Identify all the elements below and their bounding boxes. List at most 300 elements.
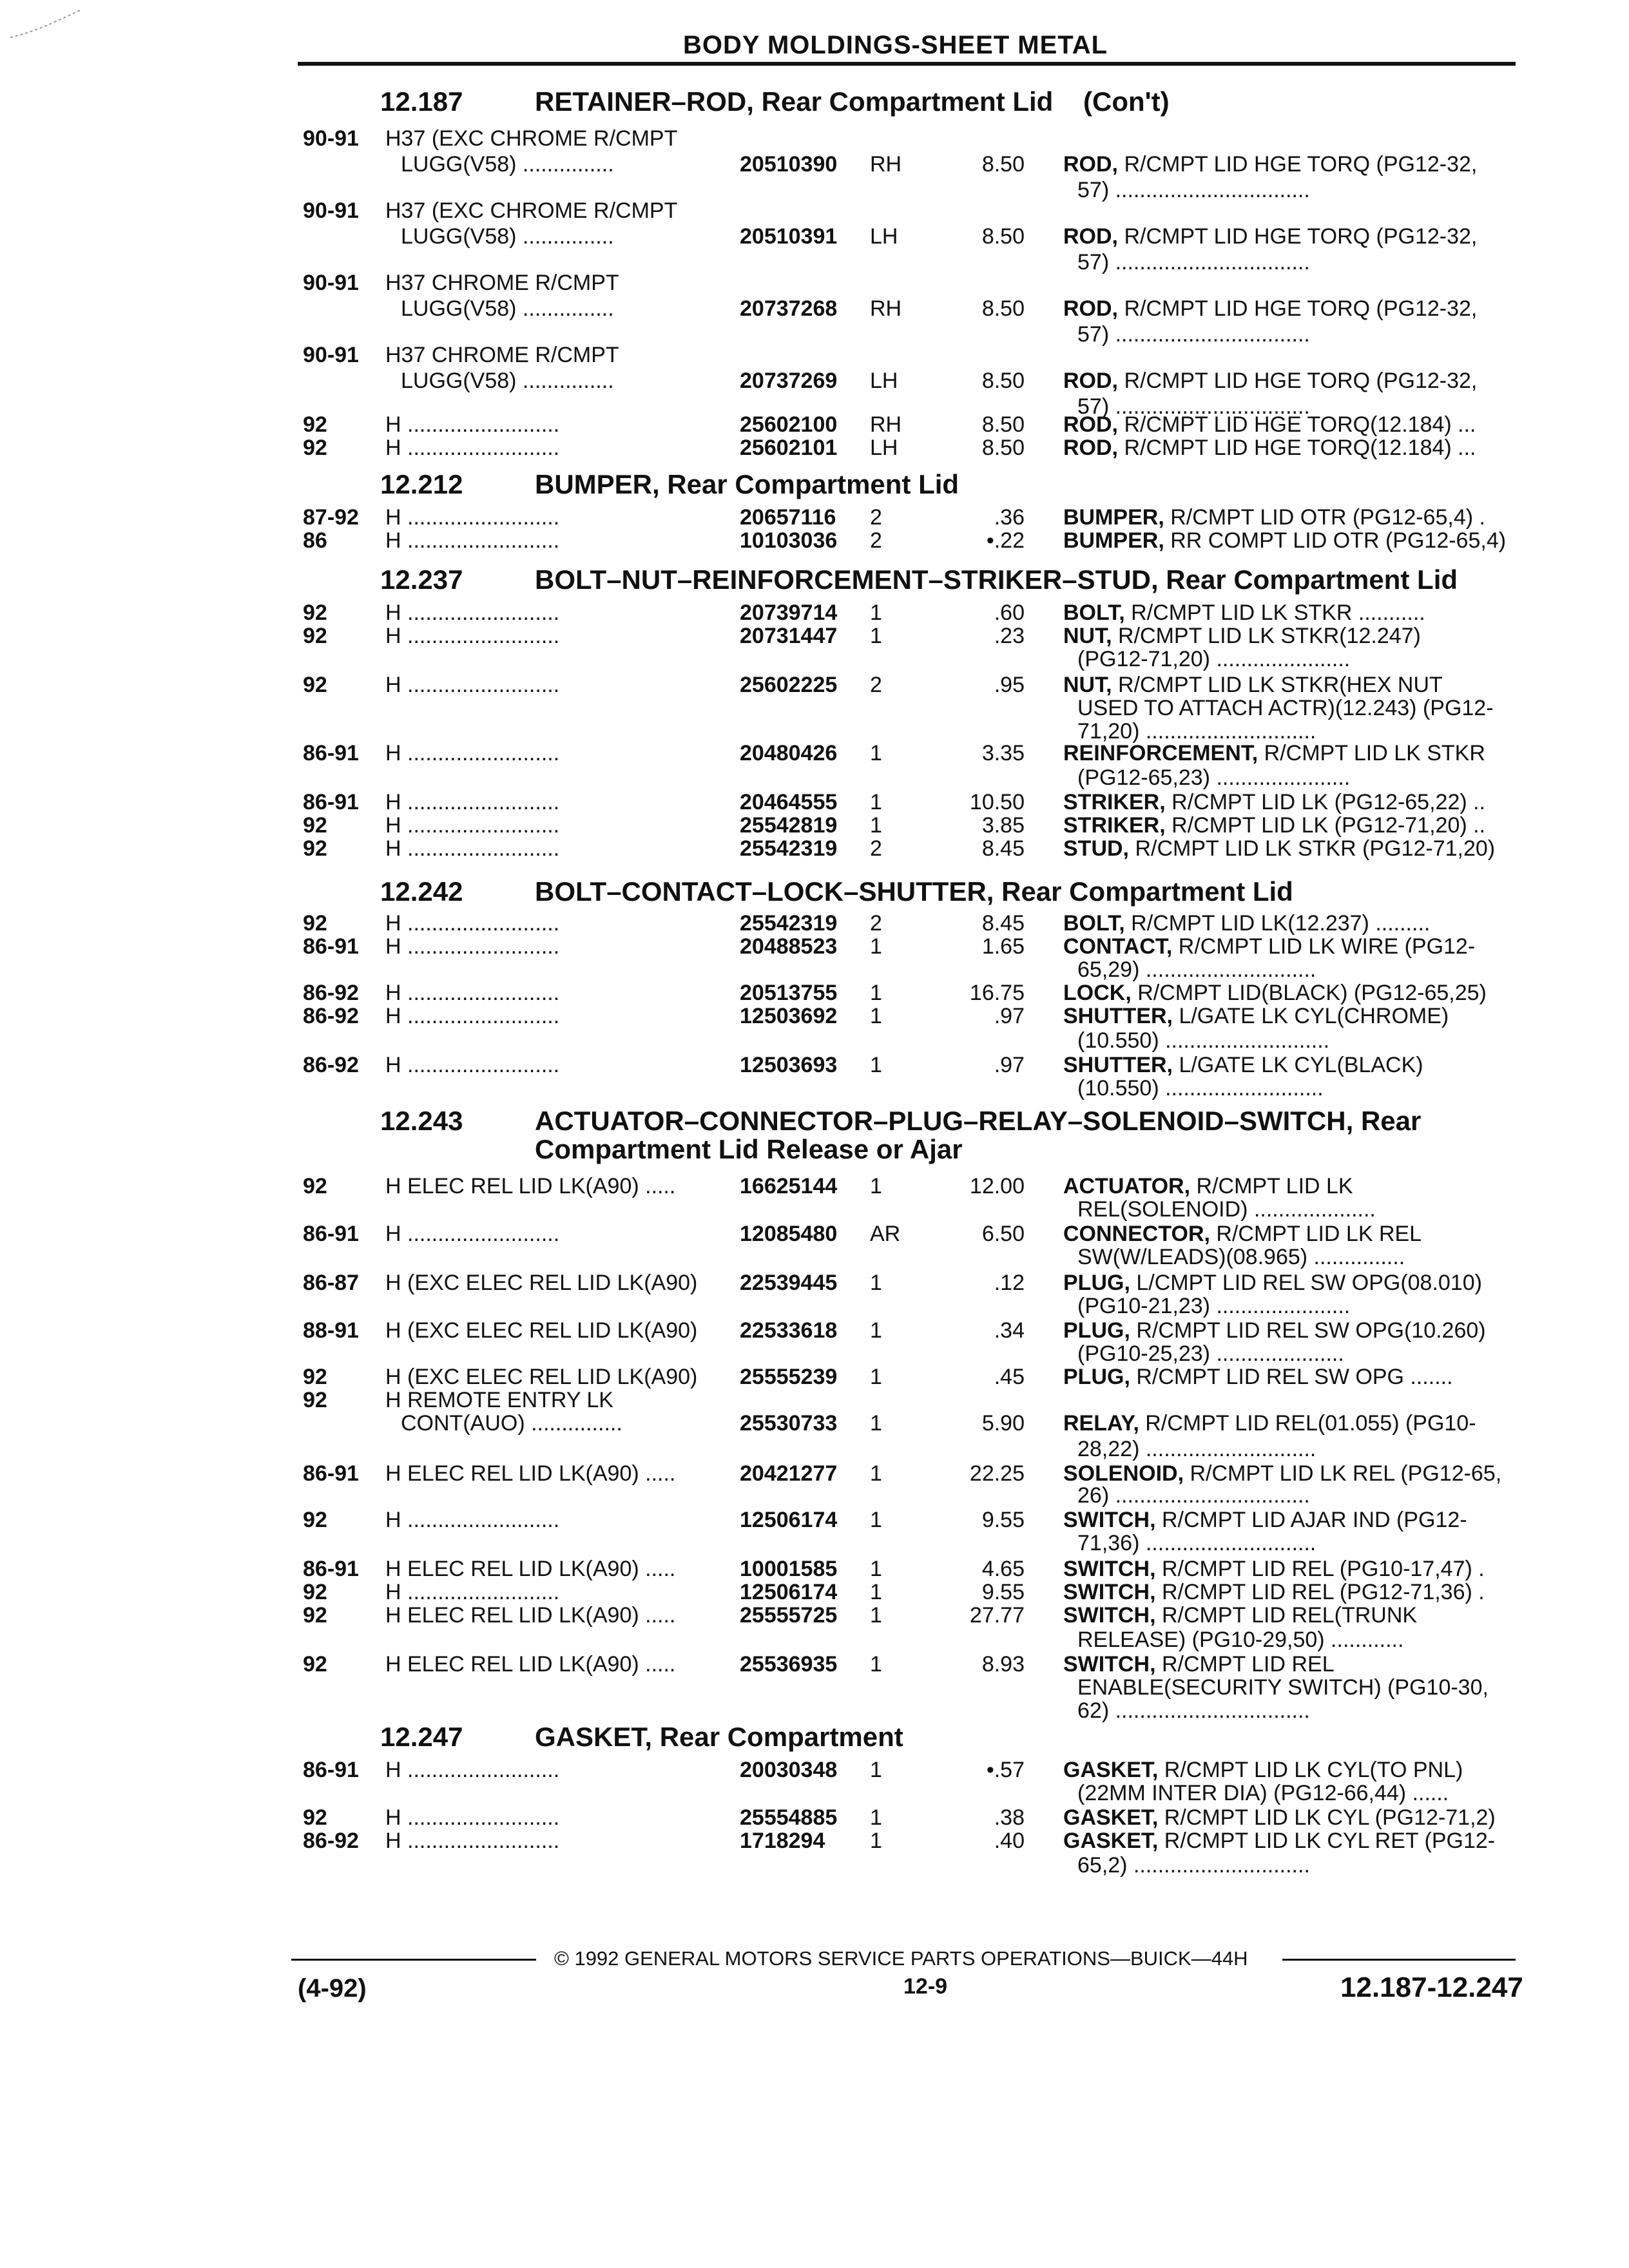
- footer-page-number: 12-9: [903, 1974, 948, 1999]
- usage-description: H (EXC ELEC REL LID LK(A90): [385, 1318, 698, 1343]
- part-description: [1063, 1652, 1335, 1677]
- part-description: [1063, 296, 1477, 322]
- quantity: 1: [870, 1652, 882, 1677]
- footer-copyright: © 1992 GENERAL MOTORS SERVICE PARTS OPERATIONS—BUICK—44H: [554, 1947, 1248, 1970]
- footer-date: (4-92): [298, 1974, 367, 2003]
- price: •.57: [986, 1758, 1025, 1782]
- usage-description: H .........................: [385, 1829, 560, 1853]
- table-row: [0, 296, 1629, 322]
- model-year: 86-91: [303, 1461, 359, 1486]
- model-year: 86-91: [303, 934, 359, 959]
- usage-description: H ELEC REL LID LK(A90) .....: [385, 1652, 676, 1677]
- part-description-continued: (PG10-21,23) ......................: [1077, 1294, 1351, 1318]
- quantity: 1: [870, 813, 882, 838]
- quantity: 1: [870, 601, 882, 625]
- price: 5.90: [981, 1411, 1025, 1436]
- usage-description: H .........................: [385, 601, 560, 625]
- part-detail: R/CMPT LID HGE TORQ(12.184) ...: [1118, 436, 1476, 460]
- section-12-212: 12.212 BUMPER, Rear Compartment Lid: [380, 469, 959, 499]
- usage-description: H ELEC REL LID LK(A90) .....: [385, 1603, 676, 1628]
- part-name: BUMPER,: [1063, 528, 1164, 553]
- part-description-continued: 71,36) ............................: [1077, 1531, 1316, 1555]
- part-name: GASKET,: [1063, 1805, 1159, 1830]
- part-description: [1063, 369, 1477, 394]
- part-name: REINFORCEMENT,: [1063, 741, 1258, 765]
- part-detail: R/CMPT LID LK STKR: [1258, 741, 1485, 765]
- part-detail: RR COMPT LID OTR (PG12-65,4): [1164, 528, 1507, 553]
- part-number: 25602225: [740, 673, 838, 697]
- model-year: 92: [303, 1652, 327, 1677]
- part-name: SWITCH,: [1063, 1580, 1156, 1604]
- part-description-continued: 57) ................................: [1077, 394, 1310, 419]
- price: .34: [994, 1318, 1025, 1343]
- part-description: [1063, 1318, 1486, 1343]
- model-year: 92: [303, 1174, 327, 1198]
- usage-description: H REMOTE ENTRY LK: [385, 1388, 613, 1412]
- part-description-continued: 26) ................................: [1077, 1483, 1310, 1508]
- part-description: [1063, 528, 1506, 553]
- part-detail: R/CMPT LID HGE TORQ (PG12-32,: [1118, 369, 1478, 393]
- table-row: [0, 1076, 1629, 1102]
- quantity: 1: [870, 790, 882, 814]
- part-detail: L/CMPT LID REL SW OPG(08.010): [1130, 1271, 1482, 1295]
- price: 16.75: [969, 981, 1025, 1005]
- quantity: RH: [870, 296, 902, 321]
- price: 9.55: [981, 1580, 1025, 1604]
- table-row: [0, 1698, 1629, 1724]
- quantity: 1: [870, 1004, 882, 1028]
- part-detail: R/CMPT LID HGE TORQ(12.184) ...: [1118, 412, 1476, 437]
- table-row: [0, 1388, 1629, 1414]
- part-number: 20464555: [740, 790, 838, 814]
- model-year: 86-91: [303, 1222, 359, 1246]
- part-detail: R/CMPT LID LK CYL RET (PG12-: [1158, 1829, 1496, 1853]
- usage-description: H .........................: [385, 1758, 560, 1782]
- part-description: [1063, 1053, 1423, 1078]
- model-year: 92: [303, 624, 327, 648]
- footer-rule-left: [291, 1959, 536, 1961]
- part-number: 1718294: [740, 1829, 825, 1853]
- table-row: [0, 224, 1629, 250]
- usage-description: H ELEC REL LID LK(A90) .....: [385, 1557, 676, 1581]
- part-number: 12503693: [740, 1053, 838, 1077]
- section-12-237: 12.237 BOLT–NUT–REINFORCEMENT–STRIKER–STUD, Rear Compartment Lid: [380, 564, 1458, 595]
- part-name: SOLENOID,: [1063, 1461, 1184, 1486]
- quantity: 2: [870, 673, 882, 697]
- table-row: [0, 957, 1629, 983]
- part-description-continued: (22MM INTER DIA) (PG12-66,44) ......: [1077, 1781, 1449, 1805]
- price: 27.77: [969, 1603, 1025, 1628]
- part-number: 25555239: [740, 1365, 838, 1389]
- table-row: [0, 1411, 1629, 1437]
- part-detail: R/CMPT LID LK(12.237) .........: [1124, 911, 1431, 936]
- usage-description: H .........................: [385, 436, 560, 460]
- quantity: 1: [870, 741, 882, 765]
- part-description: [1063, 1174, 1353, 1199]
- part-name: LOCK,: [1063, 981, 1132, 1005]
- quantity: 1: [870, 1758, 882, 1782]
- part-description-continued: 28,22) ............................: [1077, 1437, 1316, 1461]
- model-year: 90-91: [303, 126, 359, 151]
- price: 8.45: [981, 836, 1025, 861]
- usage-description: H .........................: [385, 1004, 560, 1028]
- part-number: 25555725: [740, 1603, 838, 1628]
- price: 10.50: [969, 790, 1025, 814]
- model-year: 88-91: [303, 1318, 359, 1343]
- table-row: [0, 198, 1629, 224]
- part-detail: R/CMPT LID LK STKR(HEX NUT: [1112, 673, 1443, 697]
- usage-description: H .........................: [385, 981, 560, 1005]
- part-number: 12085480: [740, 1222, 838, 1246]
- table-row: [0, 1531, 1629, 1557]
- price: •.22: [986, 528, 1025, 553]
- model-year: 86-92: [303, 1829, 359, 1853]
- model-year: 90-91: [303, 343, 359, 367]
- table-row: [0, 813, 1629, 839]
- price: 22.25: [969, 1461, 1025, 1486]
- usage-description: H .........................: [385, 624, 560, 648]
- price: 8.50: [981, 369, 1025, 393]
- part-detail: R/CMPT LID LK REL (PG12-65,: [1184, 1461, 1502, 1486]
- part-number: 25542819: [740, 813, 838, 838]
- part-number: 12506174: [740, 1508, 838, 1532]
- part-description: [1063, 224, 1477, 249]
- part-number: 20737268: [740, 296, 838, 321]
- part-number: 20480426: [740, 741, 838, 765]
- part-name: SWITCH,: [1063, 1652, 1156, 1677]
- part-description: [1063, 1829, 1495, 1854]
- table-row: [0, 1603, 1629, 1629]
- price: .97: [994, 1004, 1025, 1028]
- usage-description: H .........................: [385, 1805, 560, 1830]
- part-detail: R/CMPT LID LK CYL(TO PNL): [1158, 1758, 1463, 1782]
- price: 8.50: [981, 224, 1025, 249]
- part-name: ROD,: [1063, 296, 1118, 321]
- part-number: 20510390: [740, 152, 838, 177]
- table-row: [0, 1318, 1629, 1344]
- part-name: SWITCH,: [1063, 1603, 1156, 1628]
- price: 9.55: [981, 1508, 1025, 1532]
- section-12-187: 12.187 RETAINER–ROD, Rear Compartment Lid (Con't): [380, 86, 1170, 117]
- usage-description: H (EXC ELEC REL LID LK(A90): [385, 1365, 698, 1389]
- table-row: [0, 1341, 1629, 1367]
- part-number: 20731447: [740, 624, 838, 648]
- part-name: ROD,: [1063, 224, 1118, 249]
- section-12-247: 12.247 GASKET, Rear Compartment: [380, 1722, 903, 1752]
- quantity: 2: [870, 528, 882, 553]
- usage-description: H .........................: [385, 412, 560, 437]
- usage-description: H .........................: [385, 505, 560, 530]
- part-detail: R/CMPT LID AJAR IND (PG12-: [1155, 1508, 1467, 1532]
- part-description: [1063, 1805, 1496, 1831]
- model-year: 92: [303, 412, 327, 437]
- usage-description: H37 (EXC CHROME R/CMPT: [385, 198, 678, 223]
- part-description-continued: (PG10-25,23) .....................: [1077, 1341, 1344, 1366]
- quantity: 1: [870, 1411, 882, 1436]
- quantity: 1: [870, 1271, 882, 1295]
- part-description: [1063, 1004, 1449, 1029]
- quantity: 2: [870, 836, 882, 861]
- part-description: [1063, 790, 1485, 815]
- part-number: 20510391: [740, 224, 838, 249]
- part-number: 10001585: [740, 1557, 838, 1581]
- table-row: [0, 1805, 1629, 1831]
- part-name: CONNECTOR,: [1063, 1222, 1210, 1246]
- model-year: 90-91: [303, 271, 359, 295]
- part-detail: R/CMPT LID LK REL: [1210, 1222, 1422, 1246]
- usage-description: H .........................: [385, 741, 560, 765]
- part-number: 20513755: [740, 981, 838, 1005]
- model-year: 86-91: [303, 1758, 359, 1782]
- part-number: 25530733: [740, 1411, 838, 1436]
- quantity: LH: [870, 436, 898, 460]
- price: .95: [994, 673, 1025, 697]
- model-year: 92: [303, 1508, 327, 1532]
- scan-mark-icon: [9, 8, 86, 40]
- table-row: [0, 696, 1629, 722]
- table-row: [0, 436, 1629, 461]
- part-number: 16625144: [740, 1174, 838, 1198]
- part-number: 20739714: [740, 601, 838, 625]
- table-row: [0, 1294, 1629, 1320]
- part-description-continued: 62) ................................: [1077, 1698, 1310, 1723]
- quantity: 1: [870, 1805, 882, 1830]
- model-year: 86-91: [303, 790, 359, 814]
- usage-description: H .........................: [385, 1580, 560, 1604]
- table-row: [0, 369, 1629, 394]
- price: 8.50: [981, 412, 1025, 437]
- part-detail: R/CMPT LID REL (PG12-71,36) .: [1155, 1580, 1485, 1604]
- part-name: PLUG,: [1063, 1365, 1130, 1389]
- price: 8.50: [981, 296, 1025, 321]
- part-description-continued: USED TO ATTACH ACTR)(12.243) (PG12-: [1077, 696, 1494, 720]
- price: .38: [994, 1805, 1025, 1830]
- price: .97: [994, 1053, 1025, 1077]
- table-row: [0, 1557, 1629, 1582]
- table-row: [0, 412, 1629, 438]
- header-rule: [298, 62, 1516, 66]
- part-number: 22539445: [740, 1271, 838, 1295]
- model-year: 92: [303, 813, 327, 838]
- table-row: [0, 1271, 1629, 1296]
- table-row: [0, 1483, 1629, 1509]
- usage-description: H ELEC REL LID LK(A90) .....: [385, 1461, 676, 1486]
- model-year: 92: [303, 673, 327, 697]
- part-description: [1063, 741, 1485, 766]
- part-detail: R/CMPT LID LK: [1190, 1174, 1353, 1198]
- price: .40: [994, 1829, 1025, 1853]
- quantity: 2: [870, 911, 882, 936]
- price: 8.93: [981, 1652, 1025, 1677]
- part-name: ROD,: [1063, 152, 1118, 177]
- price: 12.00: [969, 1174, 1025, 1198]
- part-description-continued: RELEASE) (PG10-29,50) ............: [1077, 1628, 1404, 1652]
- part-description: [1063, 1365, 1453, 1390]
- usage-description: H37 CHROME R/CMPT: [385, 271, 619, 295]
- part-number: 25554885: [740, 1805, 838, 1830]
- part-description: [1063, 1580, 1485, 1605]
- price: 3.85: [981, 813, 1025, 838]
- usage-description: H .........................: [385, 528, 560, 553]
- part-detail: R/CMPT LID REL: [1155, 1652, 1335, 1677]
- part-description: [1063, 673, 1443, 698]
- price: 8.45: [981, 911, 1025, 936]
- part-detail: R/CMPT LID OTR (PG12-65,4) .: [1164, 505, 1485, 530]
- table-row: [0, 1580, 1629, 1606]
- part-number: 22533618: [740, 1318, 838, 1343]
- quantity: 1: [870, 1580, 882, 1604]
- usage-description: H .........................: [385, 1053, 560, 1077]
- price: .12: [994, 1271, 1025, 1295]
- table-row: [0, 1829, 1629, 1854]
- price: .45: [994, 1365, 1025, 1389]
- part-number: 10103036: [740, 528, 838, 553]
- part-description-continued: ENABLE(SECURITY SWITCH) (PG10-30,: [1077, 1675, 1489, 1700]
- price: 6.50: [981, 1222, 1025, 1246]
- table-row: [0, 765, 1629, 791]
- part-description: [1063, 1758, 1463, 1783]
- table-row: [0, 981, 1629, 1006]
- part-description-continued: 57) ................................: [1077, 250, 1310, 274]
- part-detail: R/CMPT LID REL (PG10-17,47) .: [1155, 1557, 1485, 1581]
- price: .23: [994, 624, 1025, 648]
- table-row: [0, 1028, 1629, 1054]
- part-name: PLUG,: [1063, 1318, 1130, 1343]
- table-row: [0, 1004, 1629, 1030]
- part-detail: R/CMPT LID REL(01.055) (PG10-: [1139, 1411, 1476, 1436]
- part-description-continued: 71,20) ............................: [1077, 719, 1316, 744]
- table-row: [0, 1628, 1629, 1653]
- part-description: [1063, 1557, 1485, 1582]
- part-number: 25602100: [740, 412, 838, 437]
- table-row: [0, 911, 1629, 937]
- model-year: 87-92: [303, 505, 359, 530]
- part-name: BUMPER,: [1063, 505, 1164, 530]
- part-name: SWITCH,: [1063, 1557, 1156, 1581]
- page-header-title: BODY MOLDINGS-SHEET METAL: [683, 31, 1108, 59]
- quantity: 1: [870, 624, 882, 648]
- part-name: SHUTTER,: [1063, 1053, 1173, 1077]
- part-description-continued: (10.550) ...........................: [1077, 1028, 1330, 1053]
- usage-description: H37 (EXC CHROME R/CMPT: [385, 126, 678, 151]
- part-detail: L/GATE LK CYL(BLACK): [1173, 1053, 1423, 1077]
- part-description: [1063, 934, 1475, 959]
- quantity: 1: [870, 1508, 882, 1532]
- model-year: 86-92: [303, 1004, 359, 1028]
- quantity: 1: [870, 934, 882, 959]
- table-row: [0, 528, 1629, 554]
- part-name: ACTUATOR,: [1063, 1174, 1191, 1198]
- part-description: [1063, 601, 1425, 626]
- quantity: 1: [870, 1461, 882, 1486]
- usage-description: H .........................: [385, 934, 560, 959]
- part-name: PLUG,: [1063, 1271, 1130, 1295]
- table-row: [0, 1853, 1629, 1879]
- part-description-continued: (PG12-65,23) ......................: [1077, 765, 1351, 790]
- part-number: 20421277: [740, 1461, 838, 1486]
- table-row: [0, 505, 1629, 531]
- part-name: ROD,: [1063, 436, 1118, 460]
- table-row: [0, 741, 1629, 767]
- table-row: [0, 601, 1629, 626]
- part-description-continued: SW(W/LEADS)(08.965) ...............: [1077, 1245, 1405, 1269]
- quantity: 2: [870, 505, 882, 530]
- part-name: GASKET,: [1063, 1758, 1159, 1782]
- part-description: [1063, 152, 1477, 177]
- price: 4.65: [981, 1557, 1025, 1581]
- part-name: BOLT,: [1063, 911, 1125, 936]
- usage-description: H ELEC REL LID LK(A90) .....: [385, 1174, 676, 1198]
- quantity: 1: [870, 1557, 882, 1581]
- part-name: ROD,: [1063, 412, 1118, 437]
- usage-description: H .........................: [385, 1508, 560, 1532]
- part-detail: R/CMPT LID LK CYL (PG12-71,2): [1158, 1805, 1496, 1830]
- part-number: 20657116: [740, 505, 836, 530]
- table-row: [0, 836, 1629, 862]
- part-description: [1063, 981, 1487, 1006]
- table-row: [0, 1245, 1629, 1271]
- model-year: 92: [303, 1603, 327, 1628]
- part-description: [1063, 836, 1495, 861]
- table-row: [0, 1652, 1629, 1678]
- usage-description-continued: LUGG(V58) ...............: [401, 369, 614, 393]
- model-year: 90-91: [303, 198, 359, 223]
- part-description: [1063, 911, 1430, 936]
- part-name: STRIKER,: [1063, 813, 1166, 838]
- usage-description: H .........................: [385, 1222, 560, 1246]
- model-year: 86-92: [303, 1053, 359, 1077]
- usage-description: H (EXC ELEC REL LID LK(A90): [385, 1271, 698, 1295]
- table-row: [0, 1197, 1629, 1223]
- part-detail: R/CMPT LID HGE TORQ (PG12-32,: [1118, 224, 1478, 249]
- table-row: [0, 647, 1629, 673]
- usage-description: H .........................: [385, 790, 560, 814]
- quantity: LH: [870, 224, 898, 249]
- model-year: 86-92: [303, 981, 359, 1005]
- part-number: 25542319: [740, 836, 838, 861]
- quantity: 1: [870, 1603, 882, 1628]
- quantity: 1: [870, 1174, 882, 1198]
- usage-description: H .........................: [385, 673, 560, 697]
- table-row: [0, 1437, 1629, 1463]
- section-12-243: 12.243 ACTUATOR–CONNECTOR–PLUG–RELAY–SOLENOID–SWITCH, Rear Compartment Lid Release or Ajar: [380, 1106, 1422, 1164]
- part-detail: R/CMPT LID HGE TORQ (PG12-32,: [1118, 296, 1478, 321]
- part-number: 25536935: [740, 1652, 838, 1677]
- usage-description: H37 CHROME R/CMPT: [385, 343, 619, 367]
- part-name: BOLT,: [1063, 601, 1125, 625]
- price: .60: [994, 601, 1025, 625]
- model-year: 86-91: [303, 741, 359, 765]
- quantity: AR: [870, 1222, 901, 1246]
- part-name: SHUTTER,: [1063, 1004, 1173, 1028]
- part-description-continued: 57) ................................: [1077, 322, 1310, 347]
- part-name: NUT,: [1063, 673, 1112, 697]
- part-detail: R/CMPT LID LK (PG12-65,22) ..: [1165, 790, 1486, 814]
- model-year: 92: [303, 1580, 327, 1604]
- part-name: CONTACT,: [1063, 934, 1173, 959]
- part-detail: R/CMPT LID LK WIRE (PG12-: [1172, 934, 1476, 959]
- table-row: [0, 1053, 1629, 1079]
- part-description-continued: REL(SOLENOID) ....................: [1077, 1197, 1376, 1222]
- part-detail: R/CMPT LID REL SW OPG(10.260): [1130, 1318, 1486, 1343]
- quantity: 1: [870, 1053, 882, 1077]
- part-description: [1063, 1411, 1476, 1436]
- table-row: [0, 673, 1629, 698]
- table-row: [0, 1508, 1629, 1533]
- usage-description: H .........................: [385, 813, 560, 838]
- part-name: NUT,: [1063, 624, 1112, 648]
- table-row: [0, 152, 1629, 178]
